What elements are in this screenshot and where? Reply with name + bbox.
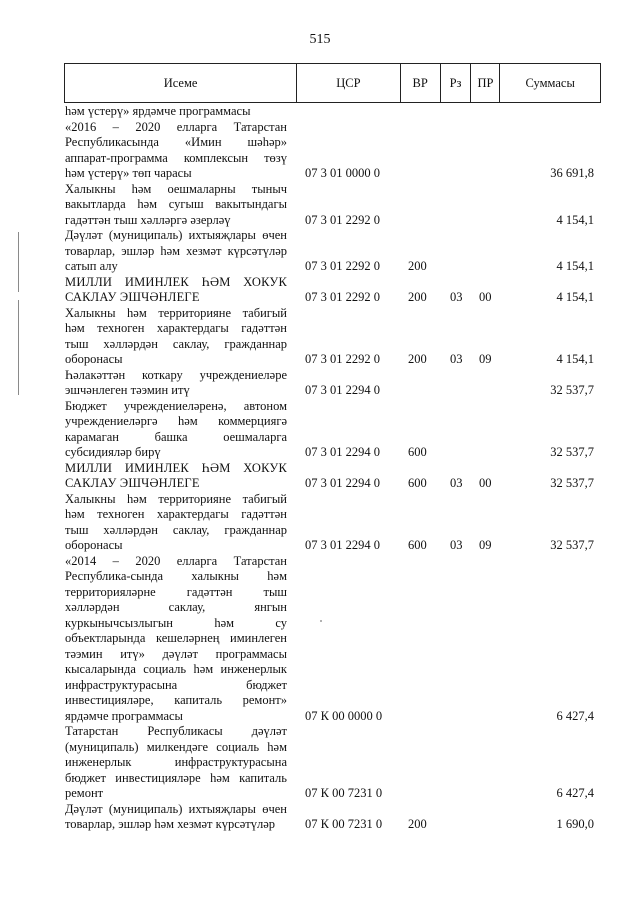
table-header xyxy=(64,63,601,103)
table-row xyxy=(0,554,640,725)
row-rz: 03 xyxy=(450,538,463,552)
row-rz: 03 xyxy=(450,290,463,304)
row-csr: 07 К 00 7231 0 xyxy=(305,817,383,831)
row-sum: 6 427,4 xyxy=(556,708,594,723)
row-name xyxy=(65,275,287,306)
row-name-line: вакытларда һәм сугыш вакытындагы xyxy=(65,197,287,211)
row-name-line: МИЛЛИ ИМИНЛЕК ҺӘМ ХОКУК xyxy=(65,460,287,475)
row-sum: 32 537,7 xyxy=(550,476,594,490)
row-name-line: (муниципаль) милкендәге социаль һәм xyxy=(65,739,287,754)
row-name xyxy=(65,306,287,368)
row-name-line: инфраструктурасына бюджет xyxy=(65,677,287,692)
row-sum: 1 690,0 xyxy=(556,817,594,831)
row-name-line: куркынычсызлыгын һәм су xyxy=(65,615,287,630)
row-name-line: объектларында кешеләрнең иминлеген xyxy=(65,631,287,645)
row-csr: 07 3 01 2294 0 xyxy=(305,383,380,397)
table-row xyxy=(0,182,640,229)
row-name xyxy=(65,228,287,275)
row-name-line: бюджет инвестицияләре һәм капиталь xyxy=(65,770,287,785)
row-name-line: Халыкны һәм оешмаларны тыныч xyxy=(65,181,287,196)
row-name-line: кысаларында социаль һәм инженерлык xyxy=(65,662,287,676)
row-name-line: инвестицияләре, капиталь ремонт» xyxy=(65,693,287,707)
row-name-line: субсидияләр бирү xyxy=(65,445,161,459)
row-sum: 4 154,1 xyxy=(556,290,594,304)
row-vr: 200 xyxy=(408,352,427,366)
row-name-line: территорияләрне гадәттән тыш xyxy=(65,584,287,599)
row-name-line: САКЛАУ ЭШЧӘНЛЕГЕ xyxy=(65,476,200,490)
row-name-line: Халыкны һәм территорияне табигый xyxy=(65,491,287,506)
column-header-rz: Рз xyxy=(441,64,472,102)
row-name-line: Дәүләт (муниципаль) ихтыяҗлары өчен xyxy=(65,801,287,816)
row-name-line: хәлләрдән саклау, янгын xyxy=(65,600,287,614)
row-csr: 07 3 01 2294 0 xyxy=(305,476,380,490)
row-sum: 4 154,1 xyxy=(556,352,594,366)
table-row xyxy=(0,368,640,399)
row-sum: 6 427,4 xyxy=(556,786,594,800)
row-sum: 32 537,7 xyxy=(550,538,594,552)
row-sum: 4 154,1 xyxy=(556,259,594,273)
row-name-line: гадәттән тыш хәлләргә әзерләү xyxy=(65,212,231,227)
scan-speck xyxy=(320,620,322,622)
row-csr: 07 3 01 2294 0 xyxy=(305,538,380,552)
row-name xyxy=(65,492,287,554)
row-name-line: товарлар, эшләр һәм хезмәт күрсәтүләр xyxy=(65,243,287,258)
table-row xyxy=(0,399,640,461)
row-name-line: тыш хәлләрдән саклау, гражданнар xyxy=(65,336,287,351)
column-header-name: Исеме xyxy=(65,64,297,102)
row-sum: 32 537,7 xyxy=(550,445,594,459)
row-vr: 600 xyxy=(408,538,427,552)
table-row xyxy=(0,461,640,492)
row-csr: 07 3 01 2292 0 xyxy=(305,290,380,304)
row-sum: 36 691,8 xyxy=(550,166,594,180)
row-name-line: Дәүләт (муниципаль) ихтыяҗлары өчен xyxy=(65,228,287,242)
row-name xyxy=(65,802,287,833)
row-csr: 07 3 01 2292 0 xyxy=(305,352,380,366)
row-vr: 200 xyxy=(408,817,427,831)
row-name-line: һәм техноген характердагы гадәттән xyxy=(65,507,287,521)
column-header-csr: ЦСР xyxy=(297,64,401,102)
row-name xyxy=(65,724,287,802)
table-row xyxy=(0,802,640,833)
row-rz: 03 xyxy=(450,352,463,366)
row-name-line: һәм үстерү» ярдәмче программасы xyxy=(65,104,251,118)
row-name-line: сатып алу xyxy=(65,259,118,273)
row-pr: 00 xyxy=(479,290,492,304)
row-name-line: карамаган башка оешмаларга xyxy=(65,429,287,444)
row-pr: 00 xyxy=(479,476,492,490)
row-name xyxy=(65,120,287,182)
table-row xyxy=(0,306,640,368)
page-number: 515 xyxy=(309,32,331,47)
row-name xyxy=(65,104,287,120)
row-sum: 4 154,1 xyxy=(556,212,594,227)
row-name xyxy=(65,368,287,399)
row-name-line: МИЛЛИ ИМИНЛЕК ҺӘМ ХОКУК xyxy=(65,274,287,289)
row-csr: 07 К 00 0000 0 xyxy=(305,708,383,723)
row-csr: 07 3 01 2292 0 xyxy=(305,259,380,273)
column-header-sum: Суммасы xyxy=(525,75,575,90)
row-name-line: һәм үстерү» төп чарасы xyxy=(65,166,192,180)
row-name-line: Һәлакәттән коткару учреждениеләре xyxy=(65,367,287,382)
row-name-line: Халыкны һәм территорияне табигый xyxy=(65,305,287,320)
table-row xyxy=(0,724,640,802)
row-name-line: Республика-сында халыкны һәм xyxy=(65,569,287,583)
row-name-line: САКЛАУ ЭШЧӘНЛЕГЕ xyxy=(65,290,200,304)
row-name-line: оборонасы xyxy=(65,352,123,366)
row-csr: 07 3 01 2292 0 xyxy=(305,212,380,227)
row-name-line: Татарстан Республикасы дәүләт xyxy=(65,724,287,738)
row-name-line: «2014 – 2020 елларга Татарстан xyxy=(65,553,287,568)
table-row xyxy=(0,120,640,182)
row-name-line: эшчәнлеген тәэмин итү xyxy=(65,383,190,397)
row-name-line: оборонасы xyxy=(65,538,123,552)
row-name-line: ремонт xyxy=(65,786,104,800)
table-body xyxy=(0,104,640,833)
row-csr: 07 3 01 0000 0 xyxy=(305,166,380,180)
row-pr: 09 xyxy=(479,352,492,366)
row-name-line: тыш хәлләрдән саклау, гражданнар xyxy=(65,522,287,537)
table-row xyxy=(0,228,640,275)
table-row xyxy=(0,492,640,554)
row-csr: 07 К 00 7231 0 xyxy=(305,786,383,800)
row-sum: 32 537,7 xyxy=(550,383,594,397)
row-name-line: учреждениеләргә һәм коммерциягә xyxy=(65,414,287,428)
row-rz: 03 xyxy=(450,476,463,490)
row-name xyxy=(65,182,287,229)
table-row xyxy=(0,104,640,120)
row-name xyxy=(65,554,287,725)
row-pr: 09 xyxy=(479,538,492,552)
row-name-line: тәэмин итү» дәүләт программасы xyxy=(65,646,287,661)
row-name-line: товарлар, эшләр һәм хезмәт күрсәтүләр xyxy=(65,817,276,831)
column-header-vr: ВР xyxy=(401,64,441,102)
row-vr: 200 xyxy=(408,259,427,273)
row-vr: 600 xyxy=(408,476,427,490)
row-vr: 600 xyxy=(408,445,427,459)
row-csr: 07 3 01 2294 0 xyxy=(305,445,380,459)
row-name-line: инженерлык инфраструктурасына xyxy=(65,755,287,769)
row-name-line: ярдәмче программасы xyxy=(65,708,183,723)
row-name-line: «2016 – 2020 елларга Татарстан xyxy=(65,119,287,134)
row-name-line: Республикасында «Имин шәһәр» xyxy=(65,135,287,149)
row-name-line: Бюджет учреждениеләренә, автоном xyxy=(65,398,287,413)
row-name xyxy=(65,399,287,461)
row-name-line: һәм техноген характердагы гадәттән xyxy=(65,321,287,335)
row-vr: 200 xyxy=(408,290,427,304)
row-name-line: аппарат-программа комплексын төзү xyxy=(65,150,287,165)
row-name xyxy=(65,461,287,492)
column-header-pr: ПР xyxy=(471,64,500,102)
table-row xyxy=(0,275,640,306)
